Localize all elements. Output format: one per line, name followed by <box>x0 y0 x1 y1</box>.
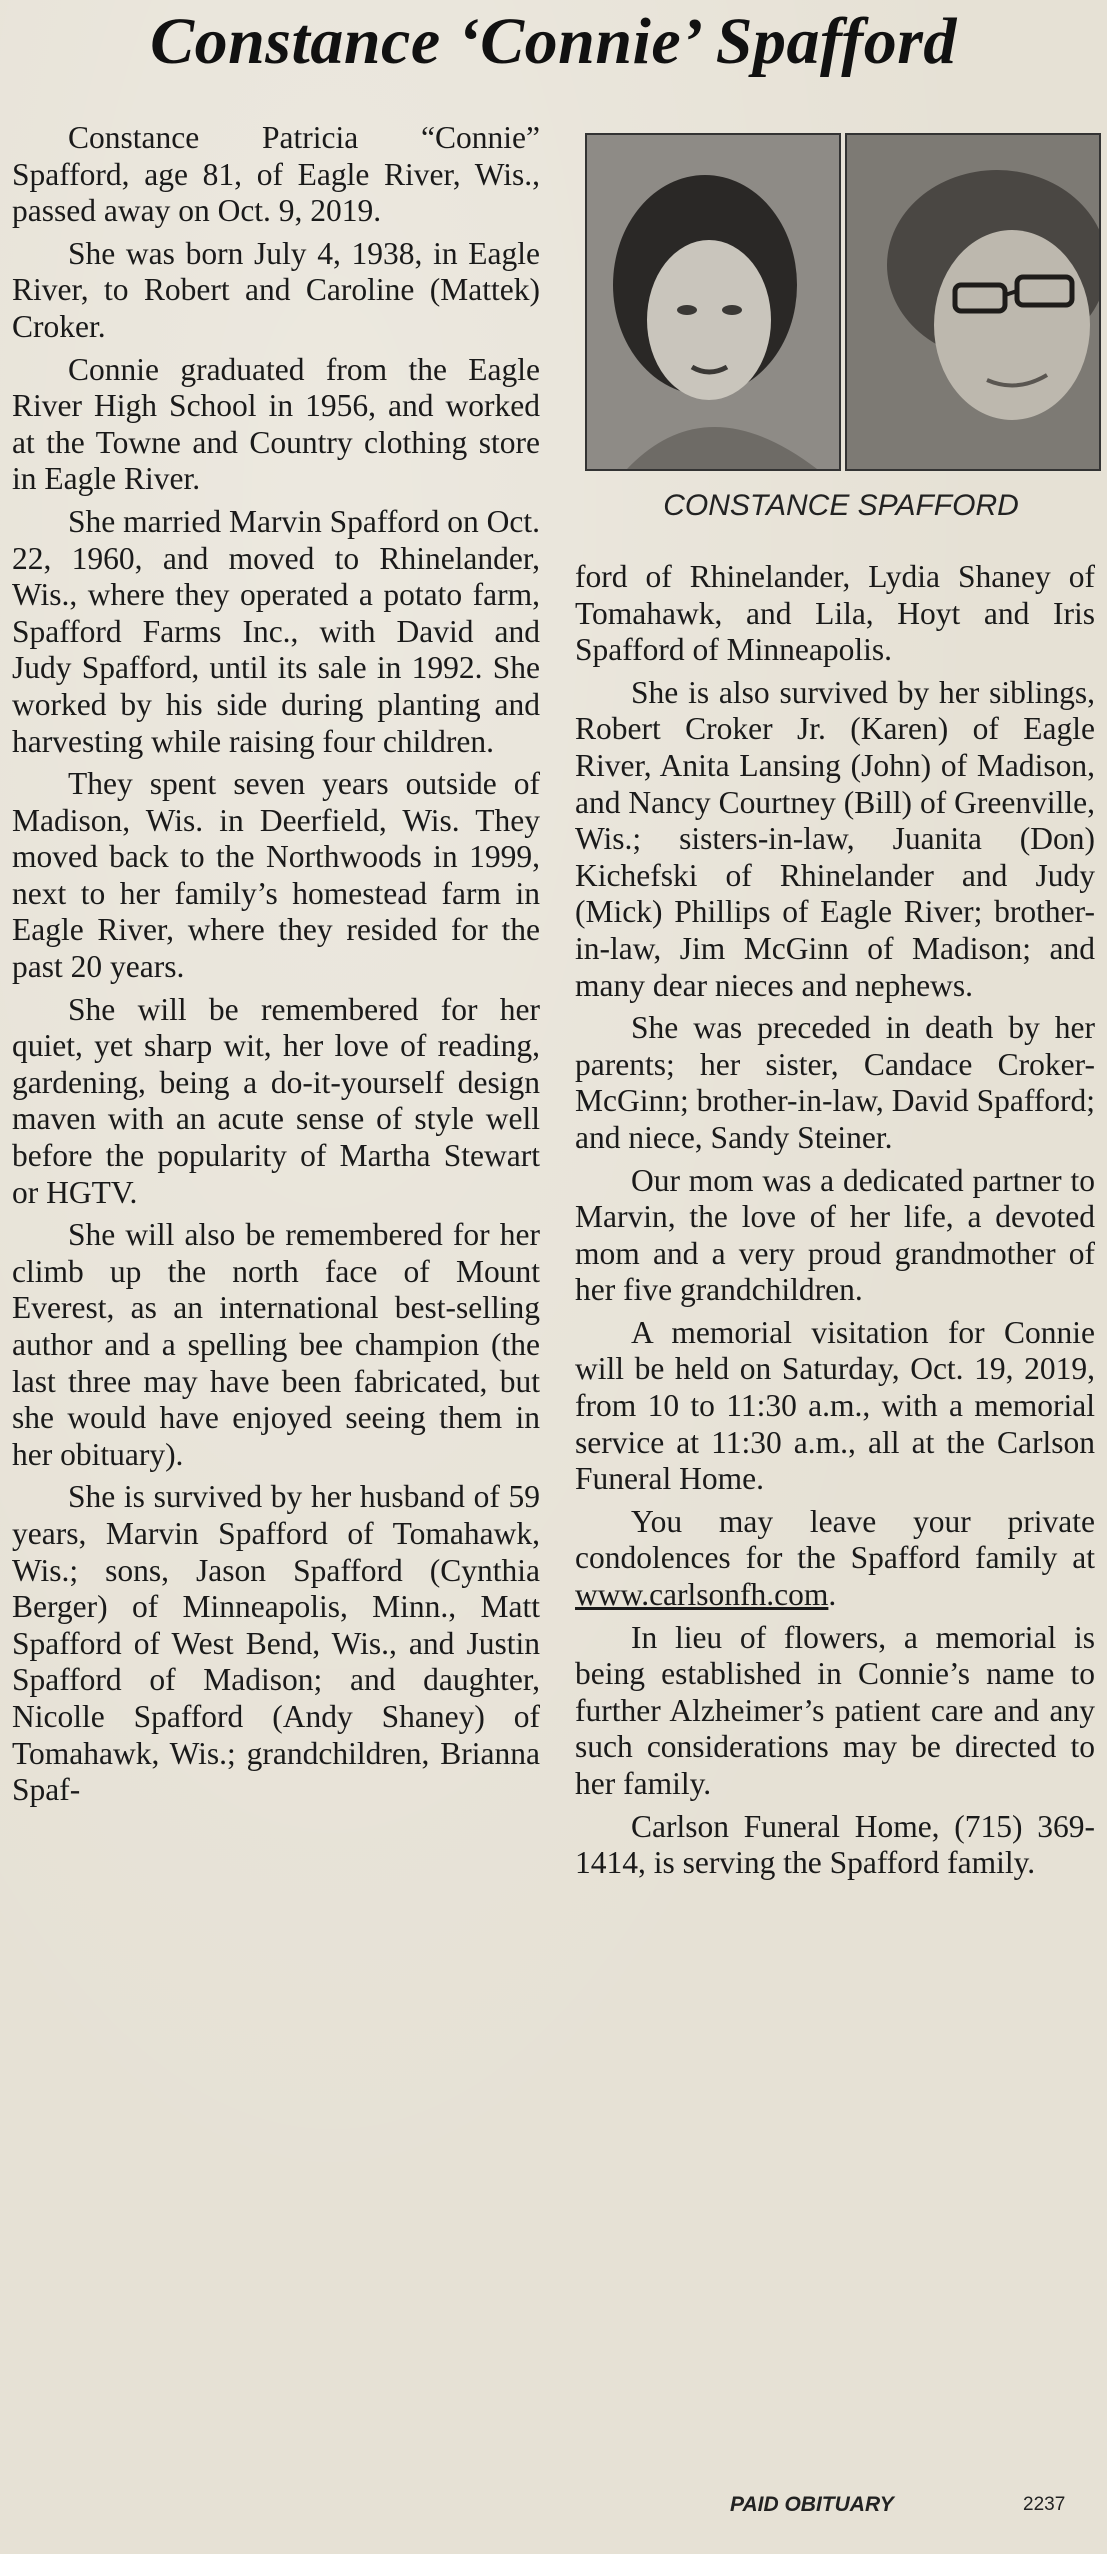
paragraph: She was preceded in death by her parents; her sister, Candace Croker-McGinn; brother-in-law, David Spafford; and niece, Sandy Steiner. <box>575 1010 1095 1155</box>
paid-obituary-label: PAID OBITUARY <box>730 2493 894 2516</box>
column-left <box>12 120 540 1815</box>
older-portrait-image <box>847 135 1099 469</box>
paragraph-condolences: You may leave your private condolences for the Spafford family at www.carlsonfh.com. <box>575 1503 1095 1613</box>
paragraph: Our mom was a dedicated partner to Marvin, the love of her life, a devoted mom and a very proud grandmother of her five grandchildren. <box>575 1162 1095 1308</box>
paragraph: She will be remembered for her quiet, yet sharp wit, her love of reading, gardening, being a do-it-yourself design maven with an acute sense of style well before the popularity of Martha Stewart or HGTV. <box>12 991 540 1210</box>
older-portrait-photo <box>845 133 1101 471</box>
paragraph: A memorial visitation for Connie will be held on Saturday, Oct. 19, 2019, from 10 to 11:30 a.m., with a memorial service at 11:30 a.m., all at the Carlson Funeral Home. <box>575 1314 1095 1497</box>
paragraph: Constance Patricia “Connie” Spafford, age 81, of Eagle River, Wis., passed away on Oct. 9, 2019. <box>12 120 540 229</box>
photo-caption: CONSTANCE SPAFFORD <box>663 489 1019 522</box>
condolence-text: You may leave your private condolences for the Spafford family at <box>575 1503 1095 1576</box>
funeral-home-link[interactable]: www.carlsonfh.com <box>575 1577 829 1613</box>
obituary-title: Constance ‘Connie’ Spafford <box>150 5 957 78</box>
young-portrait-image <box>587 135 839 469</box>
paragraph: They spent seven years outside of Madison, Wis. in Deerfield, Wis. They moved back to the Northwoods in 1999, next to her family’s homestead farm in Eagle River, where they resided for the past 20 years. <box>12 766 540 985</box>
paragraph: She will also be remembered for her climb up the north face of Mount Everest, as an international best-selling author and a spelling bee champion (the last three may have been fabricated, but she would have enjoyed seeing them in her obituary). <box>12 1217 540 1472</box>
ad-number: 2237 <box>1023 2494 1066 2515</box>
young-portrait-photo <box>585 133 841 471</box>
paragraph: She married Marvin Spafford on Oct. 22, 1960, and moved to Rhinelander, Wis., where they operated a potato farm, Spafford Farms Inc., with David and Judy Spafford, until its sale in 1992. She worked by his side during planting and harvesting while raising four children. <box>12 503 540 759</box>
column-right <box>575 559 1095 1888</box>
paragraph: She was born July 4, 1938, in Eagle River, to Robert and Caroline (Mattek) Croker. <box>12 235 540 344</box>
paragraph: Connie graduated from the Eagle River High School in 1956, and worked at the Towne and Country clothing store in Eagle River. <box>12 351 540 497</box>
portrait-photos <box>585 133 1097 467</box>
paragraph-continued: ford of Rhinelander, Lydia Shaney of Tomahawk, and Lila, Hoyt and Iris Spafford of Minneapolis. <box>575 559 1095 668</box>
paragraph: In lieu of flowers, a memorial is being established in Connie’s name to further Alzheimer’s patient care and any such considerations may be directed to her family. <box>575 1619 1095 1801</box>
paragraph: She is also survived by her siblings, Robert Croker Jr. (Karen) of Eagle River, Anita Lansing (John) of Madison, and Nancy Courtney (Bill) of Greenville, Wis.; sisters-in-law, Juanita (Don) Kichefski of Rhinelander and Judy (Mick) Phillips of Eagle River; brother-in-law, Jim McGinn of Madison; and many dear nieces and nephews. <box>575 674 1095 1003</box>
paragraph: She is survived by her husband of 59 years, Marvin Spafford of Tomahawk, Wis.; sons, Jason Spafford (Cynthia Berger) of Minneapolis, Minn., Matt Spafford of West Bend, Wis., and Justin Spafford of Madison; and daughter, Nicolle Spafford (Andy Shaney) of Tomahawk, Wis.; grandchildren, Brianna Spaf- <box>12 1479 540 1808</box>
paragraph: Carlson Funeral Home, (715) 369-1414, is serving the Spafford family. <box>575 1808 1095 1881</box>
